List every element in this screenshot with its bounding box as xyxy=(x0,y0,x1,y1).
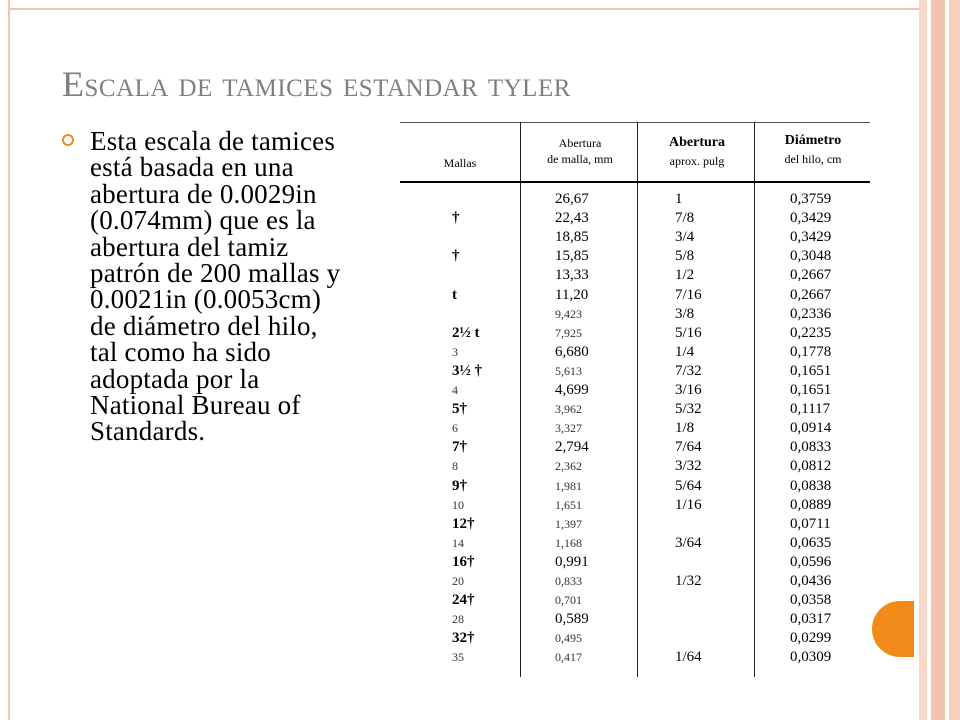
mesh-cell: 8 xyxy=(452,459,458,474)
abertura-mm-cell: 13,33 xyxy=(555,267,589,284)
abertura-in-cell: 3/8 xyxy=(675,305,695,322)
abertura-mm-cell: 7,925 xyxy=(555,325,582,340)
mesh-cell: 12† xyxy=(452,515,475,532)
diametro-cell: 0,2235 xyxy=(790,324,832,341)
abertura-mm-cell: 1,168 xyxy=(555,535,582,550)
right-decorative-stripes xyxy=(919,0,960,720)
abertura-mm-cell: 1,397 xyxy=(555,516,582,531)
diametro-cell: 0,1778 xyxy=(790,343,832,360)
mesh-cell: 9† xyxy=(452,477,467,494)
abertura-in-cell: 1 xyxy=(675,191,683,207)
table-row xyxy=(400,496,870,515)
table-row xyxy=(400,457,870,476)
table-row xyxy=(400,362,870,381)
abertura-in-cell: 1/16 xyxy=(675,496,702,513)
mesh-cell: 4 xyxy=(452,383,458,397)
abertura-mm-cell: 18,85 xyxy=(555,229,589,246)
header-abertura-mm-line1: Abertura xyxy=(558,136,602,150)
abertura-in-cell: 1/4 xyxy=(675,343,695,360)
abertura-in-cell: 1/64 xyxy=(675,649,702,666)
abertura-mm-cell: 3,962 xyxy=(555,402,582,417)
mesh-cell: t xyxy=(452,286,457,303)
diametro-cell: 0,0889 xyxy=(790,496,832,513)
diametro-cell: 0,0838 xyxy=(790,477,832,494)
mesh-cell: † xyxy=(452,210,460,227)
abertura-in-cell: 7/16 xyxy=(675,286,702,303)
mesh-cell: 20 xyxy=(452,574,464,588)
bullet-circle-icon xyxy=(62,134,74,146)
table-row xyxy=(400,266,870,285)
mesh-cell: 3 xyxy=(452,344,458,359)
diametro-cell: 0,3048 xyxy=(790,248,832,265)
slide-title xyxy=(62,62,571,106)
abertura-mm-cell: 5,613 xyxy=(555,363,582,378)
table-row xyxy=(400,534,870,553)
abertura-mm-cell: 15,85 xyxy=(555,248,589,265)
abertura-mm-cell: 3,327 xyxy=(555,421,582,436)
table-row xyxy=(400,629,870,648)
mesh-cell: 3½ † xyxy=(452,362,482,379)
mesh-cell: 5† xyxy=(452,401,467,418)
diametro-cell: 0,0317 xyxy=(790,611,832,628)
abertura-mm-cell: 26,67 xyxy=(555,191,589,207)
diametro-cell: 0,0914 xyxy=(790,420,832,437)
abertura-mm-cell: 1,651 xyxy=(555,497,582,512)
table-row xyxy=(400,419,870,438)
abertura-mm-cell: 0,833 xyxy=(555,574,582,588)
diametro-cell: 0,2336 xyxy=(790,305,832,322)
abertura-in-cell: 5/64 xyxy=(675,477,702,494)
bullet-item xyxy=(62,128,352,445)
table-row xyxy=(400,438,870,457)
diametro-cell: 0,1651 xyxy=(790,362,832,379)
table-row xyxy=(400,190,870,209)
abertura-mm-cell: 4,699 xyxy=(555,382,589,398)
left-frame-line xyxy=(8,0,10,720)
header-abertura-mm-line2: de malla, mm xyxy=(547,152,613,166)
diametro-cell: 0,3429 xyxy=(790,210,832,227)
abertura-in-cell: 1/32 xyxy=(675,573,702,589)
header-diametro-line2: del hilo, cm xyxy=(784,152,842,166)
table-row xyxy=(400,477,870,496)
table-row xyxy=(400,247,870,266)
abertura-in-cell: 3/4 xyxy=(675,229,695,246)
abertura-in-cell: 3/32 xyxy=(675,458,702,475)
bullet-text: Esta escala de tamices está basada en una abertura de 0.0029in (0.074mm) que es la abertura del tamiz patrón de 200 mallas y 0.0021in (0.0053cm) de diámetro del hilo, tal como ha sido adoptada por la National Bureau of Standards. xyxy=(90,126,341,447)
abertura-in-cell: 7/64 xyxy=(675,439,702,456)
header-abertura-in-line1: Abertura xyxy=(669,135,725,150)
abertura-mm-cell: 0,417 xyxy=(555,650,582,665)
diametro-cell: 0,0635 xyxy=(790,534,832,551)
orange-half-circle-decoration xyxy=(872,601,914,657)
mesh-cell: 6 xyxy=(452,421,458,436)
mesh-cell: † xyxy=(452,248,460,265)
mesh-cell: 16† xyxy=(452,553,475,570)
sieve-table xyxy=(400,122,870,677)
abertura-in-cell: 7/8 xyxy=(675,210,695,227)
abertura-mm-cell: 6,680 xyxy=(555,343,589,360)
table-row xyxy=(400,381,870,400)
abertura-in-cell: 1/2 xyxy=(675,267,695,284)
table-row xyxy=(400,305,870,324)
abertura-in-cell: 1/8 xyxy=(675,420,695,437)
diametro-cell: 0,2667 xyxy=(790,286,832,303)
table-row xyxy=(400,228,870,247)
abertura-mm-cell: 0,589 xyxy=(555,611,589,628)
abertura-mm-cell: 1,981 xyxy=(555,478,582,493)
diametro-cell: 0,0711 xyxy=(790,515,831,532)
table-row xyxy=(400,553,870,572)
diametro-cell: 0,0358 xyxy=(790,592,832,609)
title-rest: scala de tamices estandar tyler xyxy=(84,64,571,104)
mesh-cell: 32† xyxy=(452,630,475,647)
diametro-cell: 0,0299 xyxy=(790,630,832,647)
abertura-mm-cell: 0,701 xyxy=(555,593,582,608)
table-row xyxy=(400,286,870,305)
diametro-cell: 0,3759 xyxy=(790,191,832,207)
mesh-cell: 10 xyxy=(452,497,464,512)
abertura-mm-cell: 0,991 xyxy=(555,553,589,570)
abertura-mm-cell: 0,495 xyxy=(555,631,582,646)
diametro-cell: 0,2667 xyxy=(790,267,832,284)
diametro-cell: 0,0812 xyxy=(790,458,832,475)
abertura-mm-cell: 2,794 xyxy=(555,439,589,456)
diametro-cell: 0,1117 xyxy=(790,401,831,418)
header-abertura-in-line2: aprox. pulg xyxy=(669,154,725,168)
table-row xyxy=(400,610,870,629)
mesh-cell: 2½ t xyxy=(452,324,480,341)
mesh-cell: 35 xyxy=(452,650,464,665)
abertura-mm-cell: 9,423 xyxy=(555,306,582,321)
abertura-mm-cell: 22,43 xyxy=(555,210,589,227)
mesh-cell: 7† xyxy=(452,439,467,456)
table-row xyxy=(400,343,870,362)
diametro-cell: 0,0436 xyxy=(790,573,832,589)
abertura-in-cell: 3/64 xyxy=(675,534,702,551)
mesh-cell: 14 xyxy=(452,535,464,550)
title-initial: E xyxy=(62,64,85,104)
table-row xyxy=(400,209,870,228)
table-top-rule xyxy=(400,122,870,123)
diametro-cell: 0,1651 xyxy=(790,382,832,398)
table-row xyxy=(400,572,870,591)
abertura-mm-cell: 2,362 xyxy=(555,459,582,474)
table-row xyxy=(400,515,870,534)
diametro-cell: 0,0596 xyxy=(790,553,832,570)
diametro-cell: 0,3429 xyxy=(790,229,832,246)
table-row xyxy=(400,648,870,667)
abertura-in-cell: 7/32 xyxy=(675,362,702,379)
mesh-cell: 24† xyxy=(452,592,475,609)
header-diametro-line1: Diámetro xyxy=(784,133,842,148)
top-frame-line xyxy=(8,8,920,10)
abertura-in-cell: 5/16 xyxy=(675,324,702,341)
diametro-cell: 0,0833 xyxy=(790,439,832,456)
abertura-in-cell: 5/8 xyxy=(675,248,695,265)
abertura-in-cell: 5/32 xyxy=(675,401,702,418)
abertura-in-cell: 3/16 xyxy=(675,382,702,398)
table-row xyxy=(400,400,870,419)
diametro-cell: 0,0309 xyxy=(790,649,832,666)
table-row xyxy=(400,324,870,343)
header-mallas: Mallas xyxy=(443,156,477,170)
abertura-mm-cell: 11,20 xyxy=(555,286,589,303)
mesh-cell: 28 xyxy=(452,612,464,627)
header-rule xyxy=(400,181,870,183)
table-row xyxy=(400,591,870,610)
